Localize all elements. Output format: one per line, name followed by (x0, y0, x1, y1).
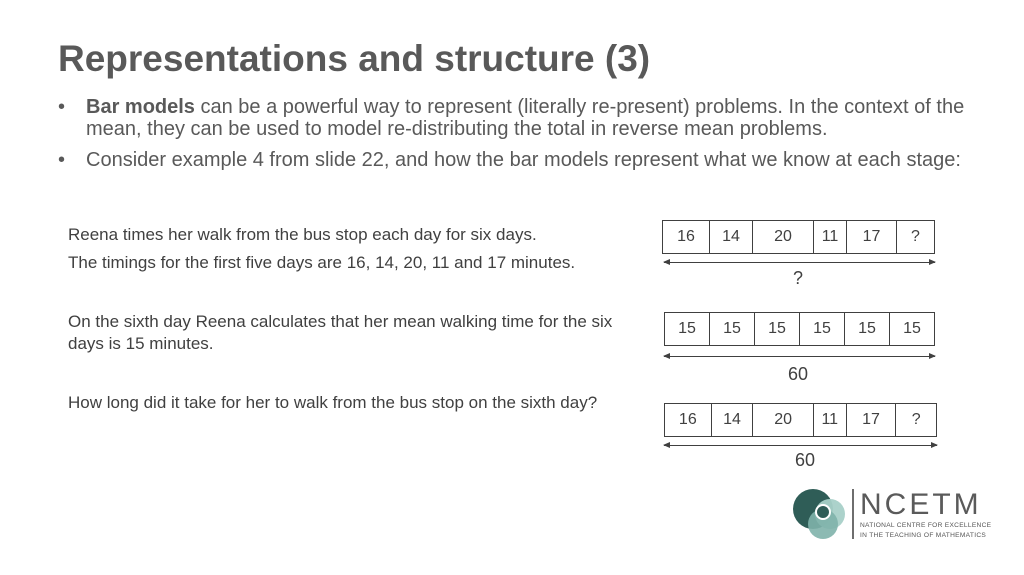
ncetm-circles-icon (790, 486, 852, 542)
bar-cell: 14 (712, 404, 754, 436)
bar-cell: 17 (847, 221, 897, 253)
example-line-4: How long did it take for her to walk from the bus stop on the sixth day? (68, 393, 598, 412)
bar-cell: 11 (814, 404, 847, 436)
bar-total-arrow (664, 356, 935, 357)
bar-model-2 (664, 312, 935, 346)
bullet-item (58, 149, 973, 171)
bar-cell: 15 (710, 313, 755, 345)
example-line-3: On the sixth day Reena calculates that her mean walking time for the six days is 15 minutes. (68, 312, 613, 353)
bullet-list (58, 96, 973, 180)
bullet-text: can be a powerful way to represent (literally re-present) problems. In the context of the mean, they can be used to model re-distributing the total in reverse mean problems. (86, 96, 965, 140)
bullet-item (58, 96, 973, 140)
bar-cell: 15 (845, 313, 890, 345)
bar-cell: 14 (710, 221, 753, 253)
bullet-text: Consider example 4 from slide 22, and how the bar models represent what we know at each stage: (86, 149, 961, 171)
bullet-dot-icon: • (58, 96, 66, 118)
ncetm-logo (790, 486, 990, 542)
bar-cell: 16 (663, 221, 710, 253)
bar-cell: 15 (755, 313, 800, 345)
bullet-dot-icon: • (58, 149, 66, 171)
bar-total-arrow (664, 262, 935, 263)
bar-total-label: ? (792, 268, 803, 288)
bar-model-3 (664, 403, 937, 437)
bar-cell: 17 (847, 404, 897, 436)
example-line-1: Reena times her walk from the bus stop each day for six days. (68, 225, 537, 244)
bar-cell: 20 (753, 221, 814, 253)
logo-subtitle-2: IN THE TEACHING OF MATHEMATICS (860, 532, 987, 539)
bar-cell: 20 (753, 404, 814, 436)
example-line-2: The timings for the first five days are 16, 14, 20, 11 and 17 minutes. (68, 253, 576, 272)
bar-cell: 15 (800, 313, 845, 345)
bar-cell: 11 (814, 221, 847, 253)
bullet-bold-text: Bar models (86, 96, 195, 118)
slide-title: Representations and structure (3) (58, 38, 651, 79)
logo-wordmark: NCETM (860, 488, 982, 521)
bar-total-label: 60 (794, 450, 816, 470)
logo-subtitle-1: NATIONAL CENTRE FOR EXCELLENCE (860, 522, 992, 529)
bar-cell: ? (911, 228, 920, 245)
bar-total-label: 60 (787, 364, 809, 384)
bar-model-1 (662, 220, 935, 254)
bar-cell: ? (911, 411, 921, 428)
bar-cell: 15 (903, 320, 921, 337)
bar-cell: 15 (665, 313, 710, 345)
logo-divider (852, 489, 854, 539)
bar-total-arrow (664, 445, 937, 446)
bar-cell: 16 (665, 404, 712, 436)
